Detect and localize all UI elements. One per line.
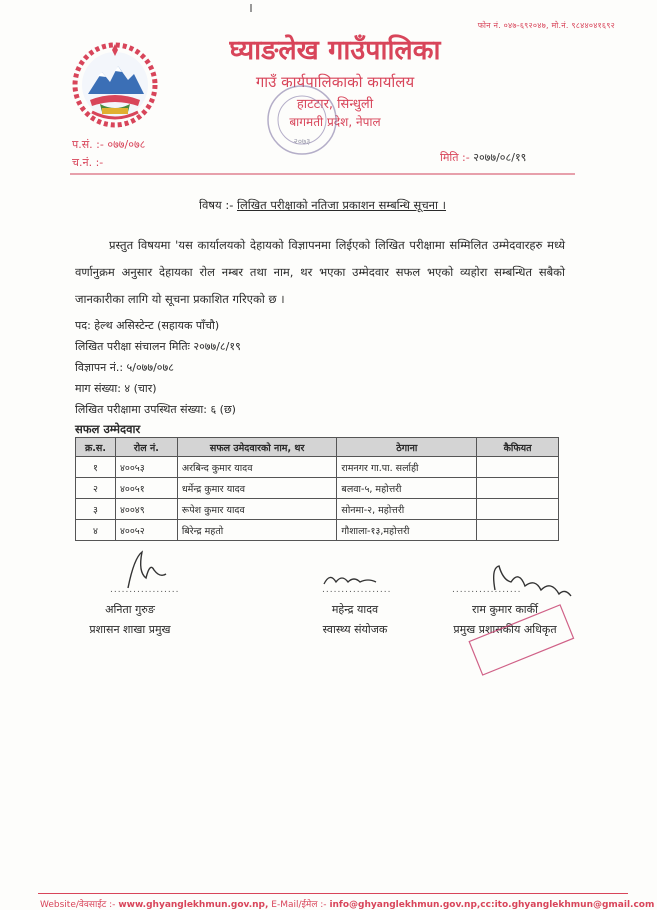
cell-name: अरबिन्द कुमार यादव: [177, 457, 337, 478]
signatory-2-title: स्वास्थ्य संयोजक: [322, 623, 388, 636]
footer: [40, 897, 654, 910]
email-link[interactable]: info@ghyanglekhmun.gov.np,cc:ito.ghyanglekhmun@gmail.com: [329, 900, 655, 910]
header-roll: रोल नं.: [115, 438, 177, 457]
office-name: गाउँ कार्यपालिकाको कार्यालय: [255, 73, 415, 91]
cell-roll: ४००५२: [115, 520, 177, 541]
cell-name: बिरेन्द्र महतो: [177, 520, 337, 541]
cell-sn: ३: [76, 499, 116, 520]
cell-remarks: [477, 457, 559, 478]
subject-label: विषय :-: [198, 198, 234, 212]
vacancy-number-detail: विज्ञापन नं.: ५/०७७/०७८: [75, 361, 174, 374]
signature-line-3: ..................: [452, 585, 522, 595]
contact-info: फोन नं. ०४७-६९२०४७, मो.नं. ९८४४०४१६९२: [477, 21, 615, 30]
signature-line-1: ..................: [110, 585, 180, 595]
cell-address: रामनगर गा.पा. सर्लाही: [337, 457, 477, 478]
header-sn: क्र.स.: [76, 438, 116, 457]
org-name: घ्याङलेख गाउँपालिका: [229, 35, 441, 66]
cell-roll: ४००४९: [115, 499, 177, 520]
subject-text: लिखित परीक्षाको नतिजा प्रकाशन सम्बन्धि सूचना ।: [237, 198, 447, 212]
date-value: २०७७/०८/१९: [473, 151, 527, 164]
website-link[interactable]: www.ghyanglekhmun.gov.np,: [118, 900, 269, 910]
signatory-3-name: राम कुमार कार्की: [472, 603, 538, 616]
punch-mark: [250, 4, 252, 12]
cell-remarks: [477, 499, 559, 520]
date-label: मिति :-: [440, 151, 470, 164]
signatory-1-title: प्रशासन शाखा प्रमुख: [89, 623, 171, 636]
attendance-detail: लिखित परीक्षामा उपस्थित संख्या: ६ (छ): [75, 403, 236, 416]
signatory-1-name: अनिता गुरुङ: [105, 603, 155, 616]
post-detail: पद: हेल्थ असिस्टेन्ट (सहायक पाँचौ): [75, 319, 220, 332]
patra-value: ०७७/०७८: [107, 138, 146, 151]
signature-line-2: ..................: [322, 585, 392, 595]
table-header-row: [76, 438, 559, 457]
footer-divider: [38, 893, 628, 894]
subject-line: [70, 198, 575, 213]
patra-label: प.सं. :-: [72, 138, 104, 151]
cell-sn: २: [76, 478, 116, 499]
demand-count-detail: माग संख्या: ४ (चार): [75, 382, 157, 395]
cell-address: गौशाला-१३,महोत्तरी: [337, 520, 477, 541]
chalani-label: च.नं. :-: [72, 156, 104, 169]
table-row: [76, 499, 559, 520]
results-table: [75, 437, 559, 541]
notice-body: प्रस्तुत विषयमा 'यस कार्यालयको देहायको विज्ञापनमा लिईएको लिखित परीक्षामा सम्मिलित उम्मेदवारहरु मध्ये वर्णानुक्रम अनुसार देहायका रोल नम्बर तथा नाम, थर भएका उम्मेदवार सफल भएको व्यहोरा सम्बन्धित सबैको जानकारीका लागि यो सूचना प्रकाशित गरिएको छ ।: [75, 238, 565, 306]
table-title: सफल उम्मेदवार: [75, 422, 141, 436]
cell-name: रूपेश कुमार यादव: [177, 499, 337, 520]
cell-address: सोनमा-२, महोत्तरी: [337, 499, 477, 520]
office-seal-icon: [262, 80, 342, 160]
email-label: E-Mail/ईमेल :-: [271, 900, 327, 910]
svg-text:२०७३: २०७३: [293, 137, 311, 146]
signatory-2-name: महेन्द्र यादव: [331, 603, 379, 616]
cell-remarks: [477, 520, 559, 541]
table-row: [76, 478, 559, 499]
signatory-3-title: प्रमुख प्रशासकीय अधिकृत: [453, 623, 557, 636]
header-name: सफल उमेदवारको नाम, थर: [177, 438, 337, 457]
cell-remarks: [477, 478, 559, 499]
cell-sn: १: [76, 457, 116, 478]
cell-name: धर्मेन्द्र कुमार यादव: [177, 478, 337, 499]
header-address: ठेगाना: [337, 438, 477, 457]
header-remarks: कैफियत: [477, 438, 559, 457]
date: [440, 150, 526, 165]
header-divider: [70, 173, 575, 175]
table-row: [76, 520, 559, 541]
address-line-1: हाटटार, सिन्धुली: [296, 97, 374, 112]
table-row: [76, 457, 559, 478]
cell-sn: ४: [76, 520, 116, 541]
cell-address: बलवा-५, महोत्तरी: [337, 478, 477, 499]
exam-date-detail: लिखित परीक्षा संचालन मितिः २०७७/८/१९: [75, 340, 241, 353]
chalani-number: [72, 155, 103, 170]
nepal-emblem-icon: [72, 42, 158, 128]
patra-sankhya: [72, 137, 145, 152]
cell-roll: ४००५१: [115, 478, 177, 499]
website-label: Website/वेवसाईट :-: [40, 900, 116, 910]
address-line-2: बागमती प्रदेश, नेपाल: [289, 115, 381, 129]
cell-roll: ४००५३: [115, 457, 177, 478]
officer-stamp-icon: [466, 600, 576, 678]
